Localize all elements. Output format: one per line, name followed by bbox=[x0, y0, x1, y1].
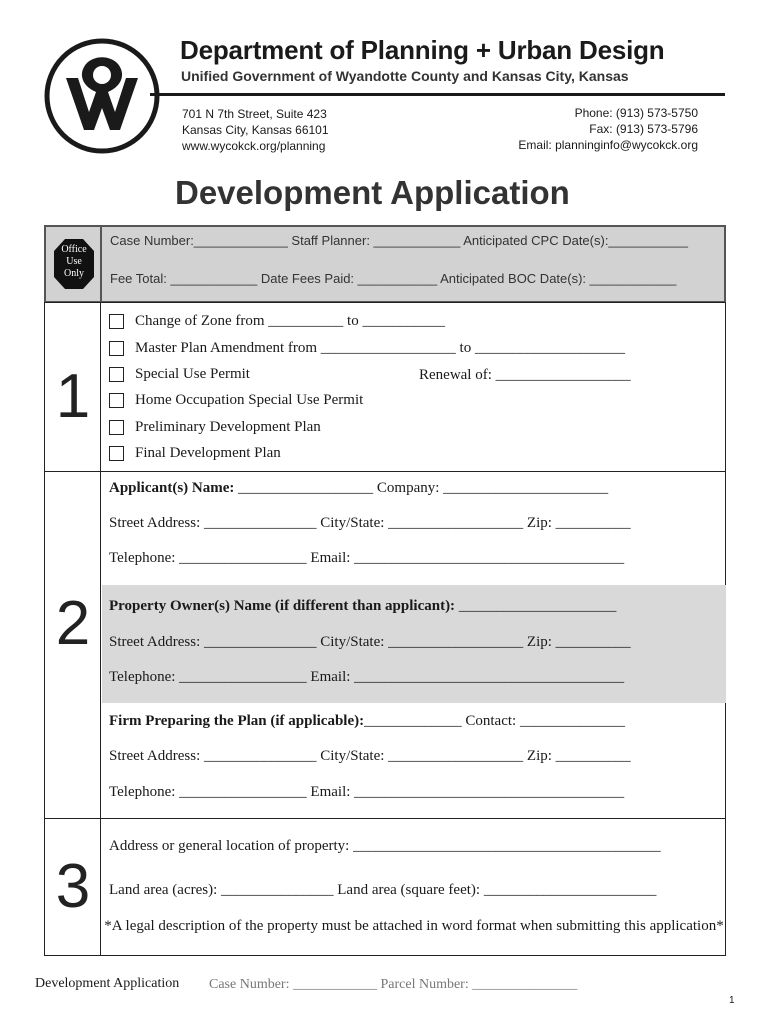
section-1-number: 1 bbox=[55, 362, 91, 431]
section-2-number: 2 bbox=[55, 589, 91, 658]
applicant-name-field[interactable]: Applicant(s) Name: __________________ Company: ______________________ bbox=[109, 480, 609, 496]
section-3-number-cell bbox=[45, 819, 101, 955]
section-3-number: 3 bbox=[55, 852, 91, 921]
footer-title: Development Application bbox=[35, 976, 180, 991]
section-1-number-cell bbox=[45, 303, 101, 471]
office-use-row bbox=[44, 225, 726, 303]
address-line-1: 701 N 7th Street, Suite 423 bbox=[182, 107, 327, 121]
office-use-cell bbox=[46, 227, 102, 301]
legal-description-note: *A legal description of the property must be attached in word format when submitting this application* bbox=[104, 918, 724, 934]
option-special-use-permit[interactable]: Special Use Permit bbox=[109, 366, 250, 383]
firm-phone-field[interactable]: Telephone: _________________ Email: ____________________________________ bbox=[109, 784, 625, 800]
owner-name-field[interactable]: Property Owner(s) Name (if different than applicant): _____________________ bbox=[109, 598, 617, 614]
email: Email: planninginfo@wycokck.org bbox=[518, 138, 698, 152]
section-1 bbox=[44, 302, 726, 472]
section-2 bbox=[44, 471, 726, 819]
checkbox[interactable] bbox=[109, 341, 124, 356]
applicant-phone-field[interactable]: Telephone: _________________ Email: ____________________________________ bbox=[109, 550, 625, 566]
department-title: Department of Planning + Urban Design bbox=[180, 35, 665, 65]
page-number: 1 bbox=[729, 995, 735, 1006]
land-area-field[interactable]: Land area (acres): _______________ Land area (square feet): _______________________ bbox=[109, 882, 657, 898]
office-line-case[interactable]: Case Number:_____________ Staff Planner: ____________ Anticipated CPC Date(s):___________ bbox=[110, 233, 688, 248]
website: www.wycokck.org/planning bbox=[182, 139, 326, 153]
firm-name-field[interactable]: Firm Preparing the Plan (if applicable):_____________ Contact: ______________ bbox=[109, 713, 625, 729]
footer-case-parcel[interactable]: Case Number: ____________ Parcel Number: _______________ bbox=[209, 977, 578, 992]
option-master-plan-amendment[interactable]: Master Plan Amendment from __________________ to ____________________ bbox=[109, 340, 625, 357]
checkbox[interactable] bbox=[109, 420, 124, 435]
checkbox[interactable] bbox=[109, 367, 124, 382]
property-location-field[interactable]: Address or general location of property: _________________________________________ bbox=[109, 838, 661, 854]
section-2-number-cell bbox=[45, 472, 101, 818]
checkbox[interactable] bbox=[109, 446, 124, 461]
department-subtitle: Unified Government of Wyandotte County and Kansas City, Kansas bbox=[181, 68, 629, 84]
header-rule bbox=[150, 93, 725, 96]
fax: Fax: (913) 573-5796 bbox=[589, 122, 698, 136]
option-preliminary-development-plan[interactable]: Preliminary Development Plan bbox=[109, 419, 321, 436]
checkbox[interactable] bbox=[109, 314, 124, 329]
checkbox[interactable] bbox=[109, 393, 124, 408]
applicant-address-field[interactable]: Street Address: _______________ City/State: __________________ Zip: __________ bbox=[109, 515, 631, 531]
phone: Phone: (913) 573-5750 bbox=[574, 106, 698, 120]
office-use-label: Office Use Only bbox=[61, 244, 87, 279]
renewal-of-field[interactable]: Renewal of: __________________ bbox=[419, 367, 631, 383]
address-line-2: Kansas City, Kansas 66101 bbox=[182, 123, 329, 137]
firm-address-field[interactable]: Street Address: _______________ City/State: __________________ Zip: __________ bbox=[109, 748, 631, 764]
contact-info bbox=[518, 105, 698, 153]
option-change-of-zone[interactable]: Change of Zone from __________ to ___________ bbox=[109, 313, 445, 330]
owner-phone-field[interactable]: Telephone: _________________ Email: ____________________________________ bbox=[109, 669, 625, 685]
mailing-address bbox=[182, 106, 329, 154]
option-home-occupation[interactable]: Home Occupation Special Use Permit bbox=[109, 392, 363, 409]
option-final-development-plan[interactable]: Final Development Plan bbox=[109, 445, 281, 462]
owner-address-field[interactable]: Street Address: _______________ City/State: __________________ Zip: __________ bbox=[109, 634, 631, 650]
office-line-fee[interactable]: Fee Total: ____________ Date Fees Paid: ___________ Anticipated BOC Date(s): ____________ bbox=[110, 271, 677, 286]
wyandotte-logo bbox=[44, 38, 160, 154]
document-title: Development Application bbox=[175, 174, 570, 211]
section-3 bbox=[44, 818, 726, 956]
